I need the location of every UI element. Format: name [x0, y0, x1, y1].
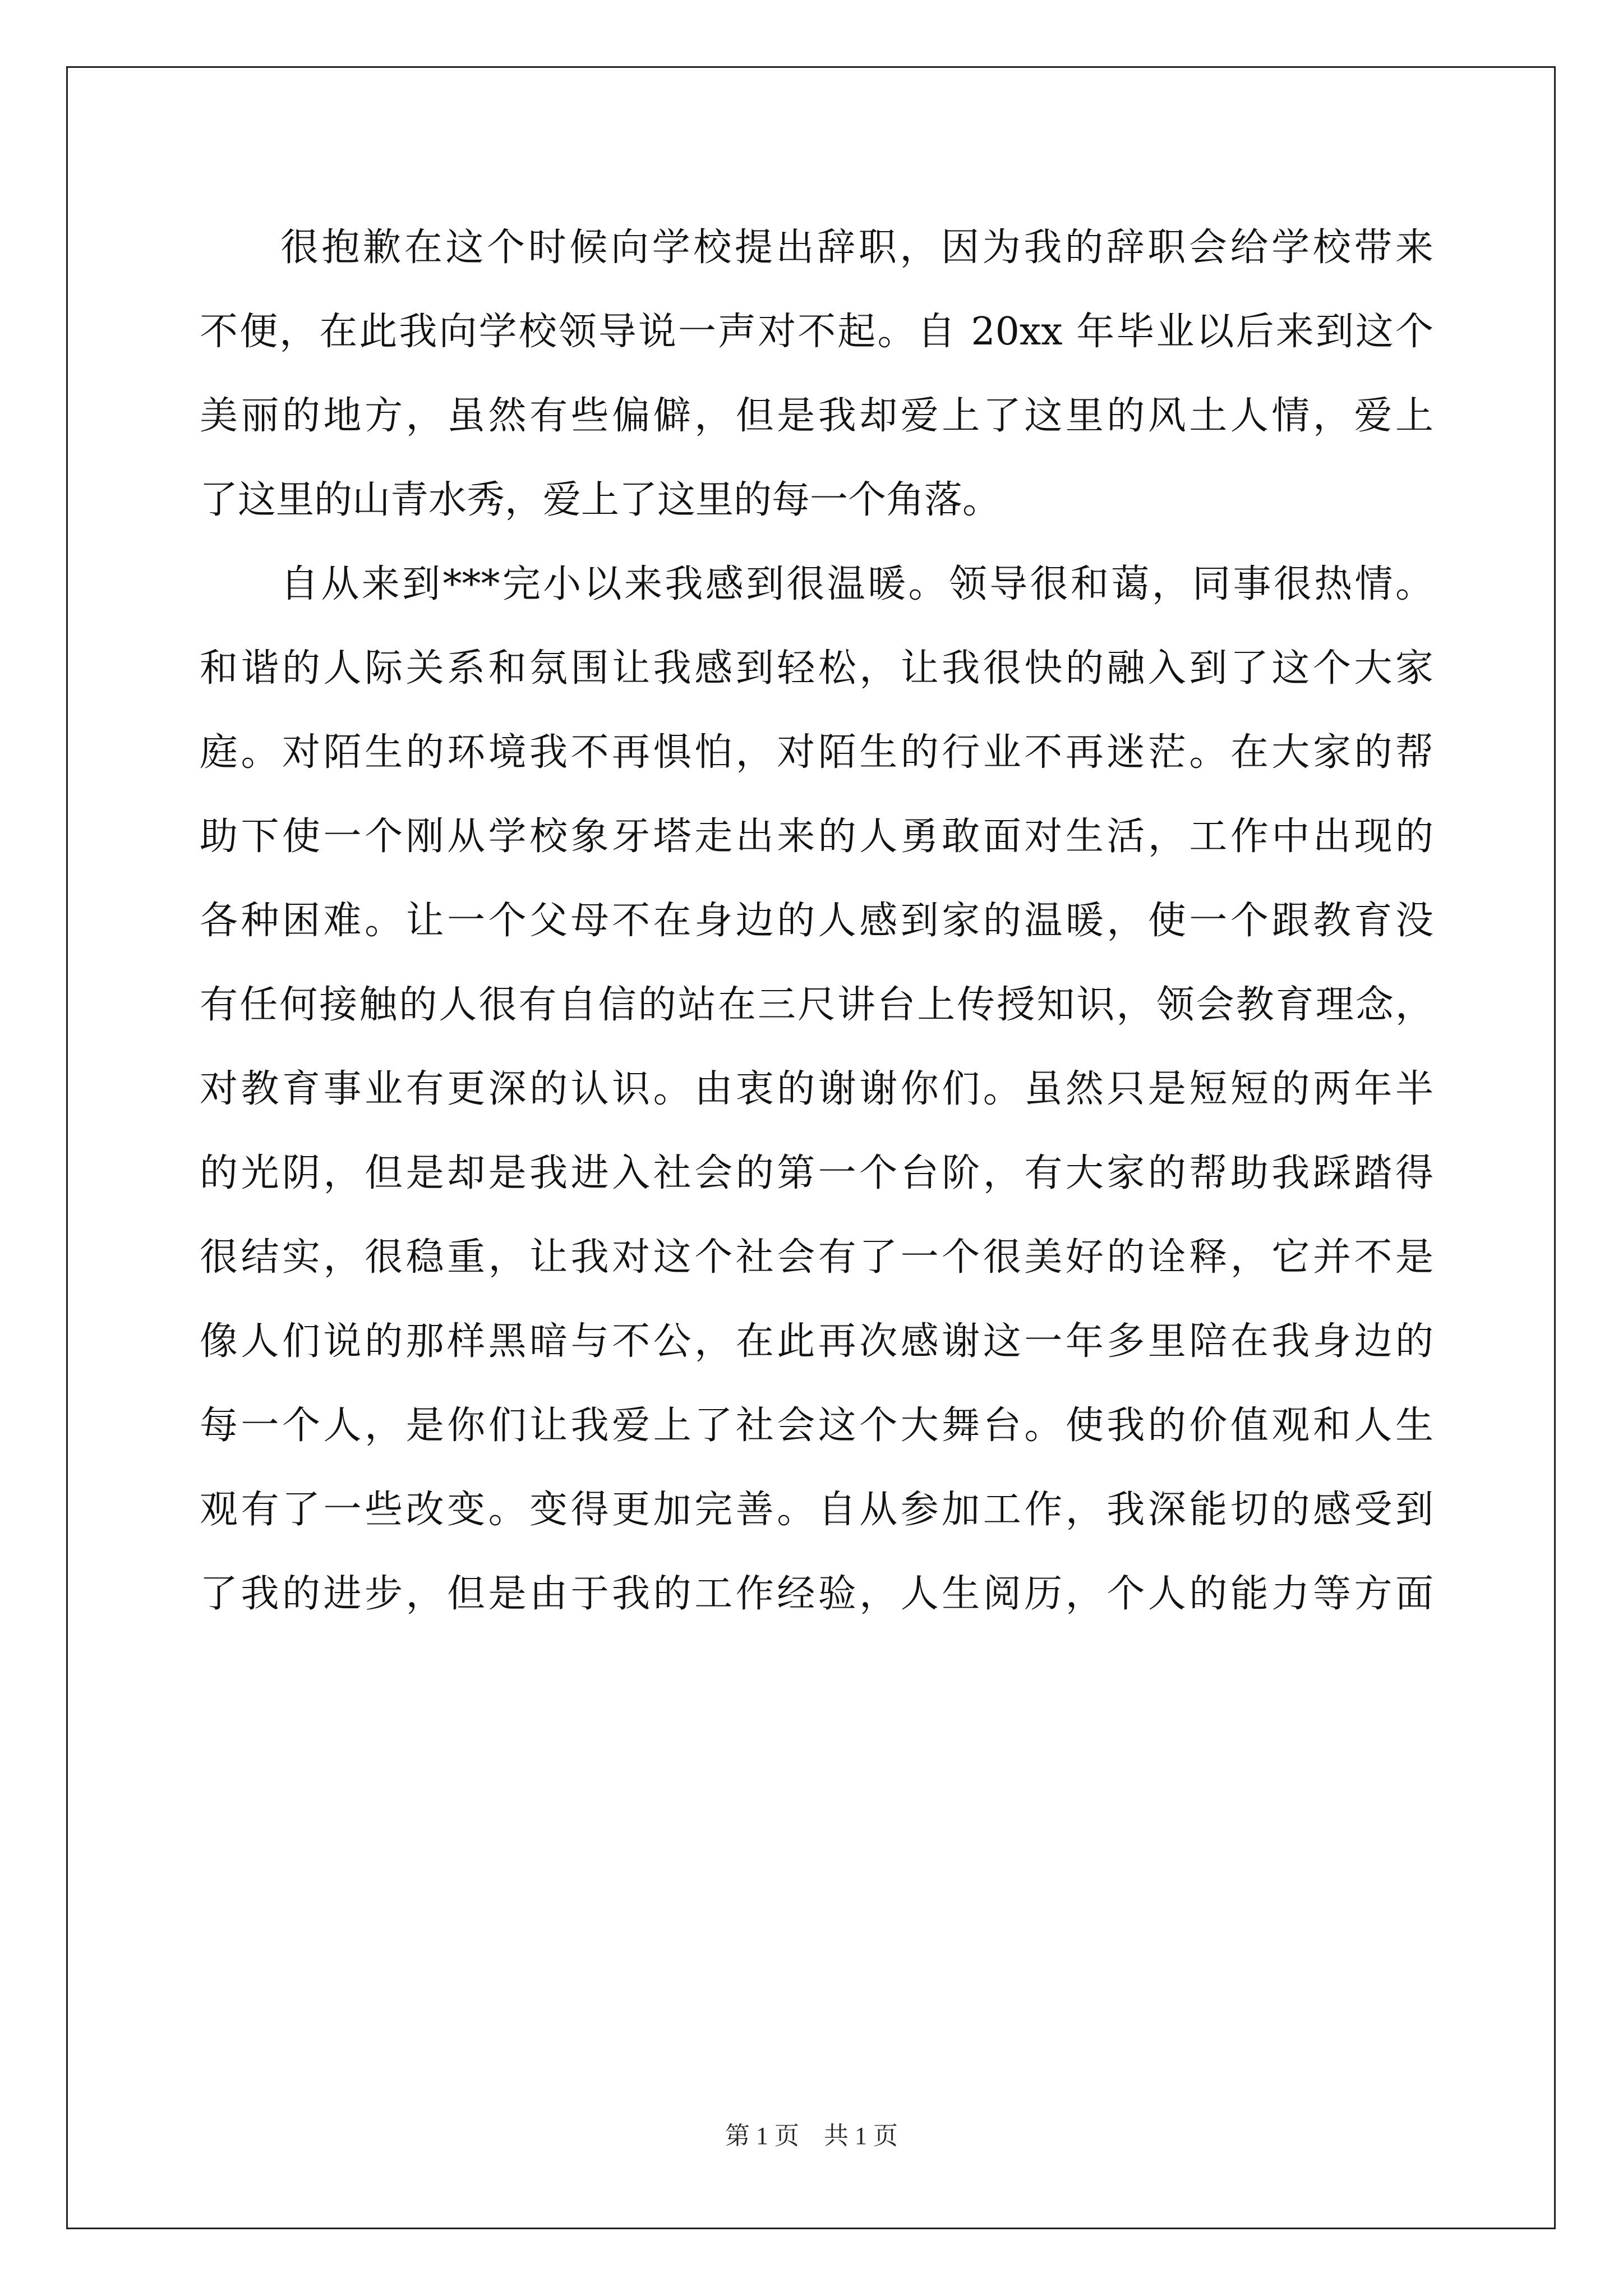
paragraph-2-line-4: 助下使一个刚从学校象牙塔走出来的人勇敢面对生活，工作中出现的	[200, 815, 1433, 859]
paragraph-2-line-5: 各种困难。让一个父母不在身边的人感到家的温暖，使一个跟教育没	[200, 899, 1433, 943]
paragraph-1-line-3: 美丽的地方，虽然有些偏僻，但是我却爱上了这里的风土人情，爱上	[200, 394, 1433, 438]
paragraph-2-line-9: 很结实，很稳重，让我对这个社会有了一个很美好的诠释，它并不是	[200, 1235, 1433, 1280]
paragraph-2-line-7: 对教育事业有更深的认识。由衷的谢谢你们。虽然只是短短的两年半	[200, 1067, 1433, 1111]
paragraph-2-line-6: 有任何接触的人很有自信的站在三尺讲台上传授知识，领会教育理念，	[200, 983, 1433, 1027]
paragraph-2-line-11: 每一个人，是你们让我爱上了社会这个大舞台。使我的价值观和人生	[200, 1404, 1433, 1448]
paragraph-2-line-3: 庭。对陌生的环境我不再惧怕，对陌生的行业不再迷茫。在大家的帮	[200, 730, 1433, 775]
paragraph-2-line-1: 自从来到***完小以来我感到很温暖。领导很和蔼，同事很热情。	[280, 562, 1433, 606]
paragraph-2-line-10: 像人们说的那样黑暗与不公，在此再次感谢这一年多里陪在我身边的	[200, 1319, 1433, 1364]
paragraph-2-line-8: 的光阴，但是却是我进入社会的第一个台阶，有大家的帮助我踩踏得	[200, 1151, 1433, 1195]
paragraph-1-line-2: 不便，在此我向学校领导说一声对不起。自 20xx 年毕业以后来到这个	[200, 310, 1433, 354]
paragraph-2-line-12: 观有了一些改变。变得更加完善。自从参加工作，我深能切的感受到	[200, 1488, 1433, 1532]
paragraph-2-line-13: 了我的进步，但是由于我的工作经验，人生阅历，个人的能力等方面	[200, 1572, 1433, 1616]
paragraph-2-line-2: 和谐的人际关系和氛围让我感到轻松，让我很快的融入到了这个大家	[200, 646, 1433, 691]
paragraph-1-line-4: 了这里的山青水秀，爱上了这里的每一个角落。	[200, 478, 1001, 522]
paragraph-1-line-1: 很抱歉在这个时候向学校提出辞职，因为我的辞职会给学校带来	[280, 226, 1433, 270]
page-footer: 第 1 页 共 1 页	[725, 2122, 898, 2150]
